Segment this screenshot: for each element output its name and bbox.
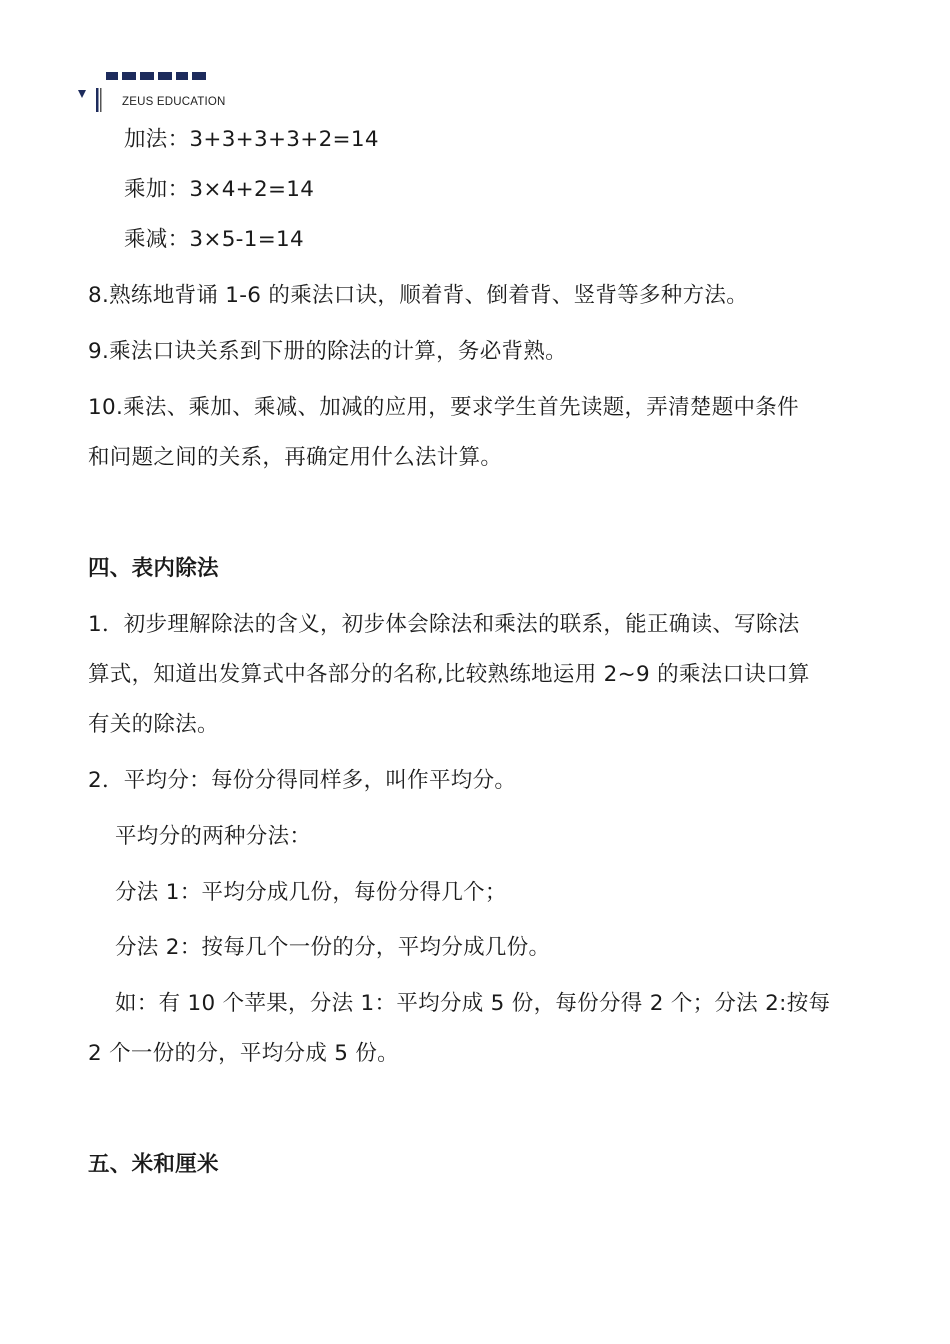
header-logo [76,72,246,116]
zeus-logo-icon [76,78,116,114]
paragraph-division-1-cont: 算式，知道出发算式中各部分的名称,比较熟练地运用 2~9 的乘法口诀口算 [88,662,810,687]
formula-addition: 加法：3+3+3+3+2=14 [124,127,379,152]
paragraph-method-2: 分法 2：按每几个一份的分，平均分成几份。 [115,935,551,960]
formula-multiply-add: 乘加：3×4+2=14 [124,177,315,202]
paragraph-division-1-cont2: 有关的除法。 [88,712,219,737]
paragraph-example-cont: 2 个一份的分，平均分成 5 份。 [88,1041,399,1066]
paragraph-item-10: 10.乘法、乘加、乘减、加减的应用，要求学生首先读题，弄清楚题中条件 [88,395,799,420]
paragraph-item-9: 9.乘法口诀关系到下册的除法的计算，务必背熟。 [88,339,567,364]
paragraph-two-methods: 平均分的两种分法： [115,824,312,849]
paragraph-item-8: 8.熟练地背诵 1-6 的乘法口诀，顺着背、倒着背、竖背等多种方法。 [88,283,749,308]
section-heading-division: 四、表内除法 [88,556,219,581]
section-heading-meters: 五、米和厘米 [88,1152,219,1177]
paragraph-division-1: 1．初步理解除法的含义，初步体会除法和乘法的联系，能正确读、写除法 [88,612,800,637]
paragraph-division-2: 2．平均分：每份分得同样多，叫作平均分。 [88,768,517,793]
paragraph-method-1: 分法 1：平均分成几份，每份分得几个； [115,880,507,905]
formula-multiply-subtract: 乘减：3×5-1=14 [124,227,304,252]
paragraph-item-10-cont: 和问题之间的关系，再确定用什么法计算。 [88,445,503,470]
logo-text: ZEUS EDUCATION [122,96,226,108]
paragraph-example: 如：有 10 个苹果，分法 1：平均分成 5 份，每份分得 2 个；分法 2:按每 [115,991,831,1016]
